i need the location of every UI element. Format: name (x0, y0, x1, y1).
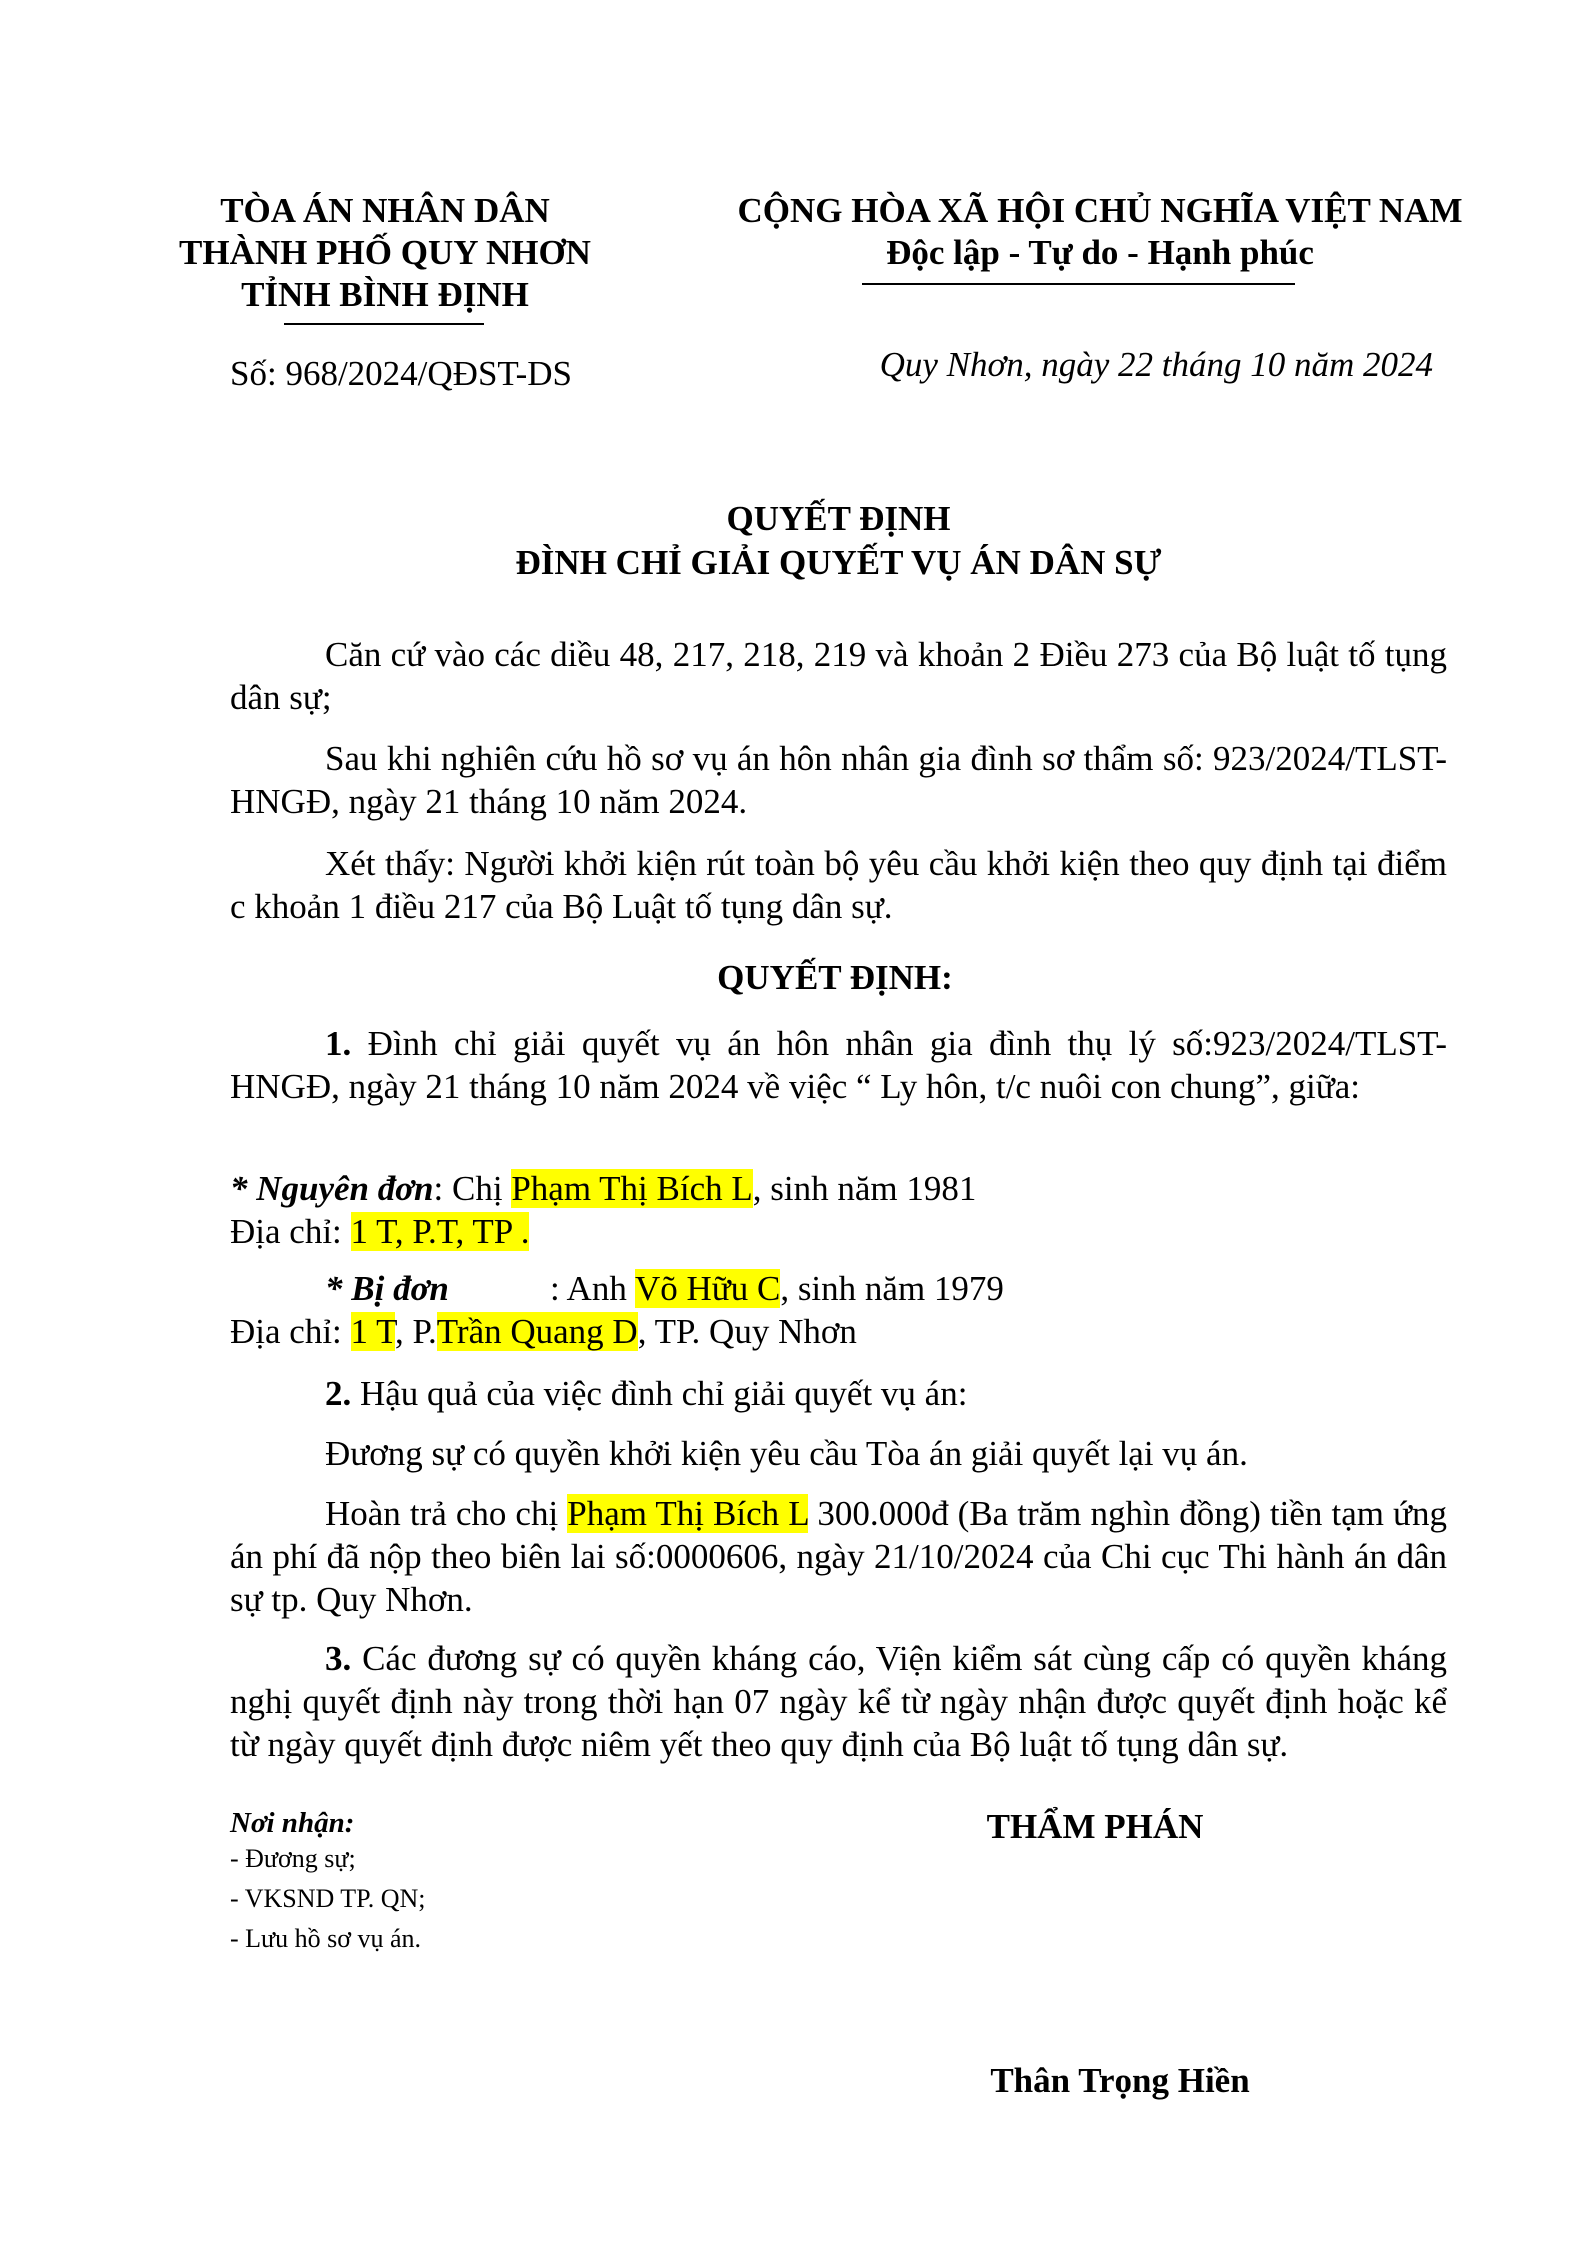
defendant-address-ward: Trần Quang D (436, 1312, 638, 1351)
recipient-item: - Lưu hồ sơ vụ án. (230, 1924, 422, 1953)
plaintiff-address-line (230, 1210, 529, 1253)
item-1-number: 1. (325, 1024, 352, 1063)
plaintiff-birth: , sinh năm 1981 (752, 1169, 977, 1208)
recipient-item: - VKSND TP. QN; (230, 1884, 426, 1913)
plaintiff-address: 1 T, P.T, TP . (350, 1212, 530, 1251)
court-line-1: TÒA ÁN NHÂN DÂN (220, 191, 550, 230)
item-3-paragraph (230, 1637, 1447, 1766)
title-line-1: QUYẾT ĐỊNH (726, 499, 951, 538)
plaintiff-address-label: Địa chỉ: (230, 1212, 351, 1251)
motto: Độc lập - Tự do - Hạnh phúc (886, 233, 1314, 272)
motto-underline (862, 283, 1295, 285)
item-3-number: 3. (325, 1639, 352, 1678)
defendant-label: * Bị đơn (325, 1269, 449, 1308)
refund-text: 300.000đ (Ba trăm nghìn đồng) tiền tạm ứng án phí đã nộp theo biên lai số:0000606, ngày 21/10/2024 của Chi cục Thi hành án dân sự tp. Quy Nhơn. (230, 1494, 1447, 1619)
item-1-paragraph (230, 1022, 1447, 1108)
case-review-paragraph: Sau khi nghiên cứu hồ sơ vụ án hôn nhân gia đình sơ thẩm số: 923/2024/TLST-HNGĐ, ngày 21 tháng 10 năm 2024. (230, 739, 1447, 821)
defendant-birth: , sinh năm 1979 (780, 1269, 1004, 1308)
refund-paragraph (230, 1492, 1447, 1621)
defendant-prefix: : Anh (550, 1269, 635, 1308)
defendant-address-street: 1 T (350, 1312, 395, 1351)
defendant-address-sep: , P. (394, 1312, 437, 1351)
court-name (160, 190, 610, 316)
document-number: Số: 968/2024/QĐST-DS (230, 354, 572, 393)
signer-title: THẨM PHÁN (986, 1807, 1204, 1846)
recipients-list (230, 1843, 426, 1963)
item-1-text: Đình chỉ giải quyết vụ án hôn nhân gia đình thụ lý số:923/2024/TLST-HNGĐ, ngày 21 tháng 10 năm 2024 về việc “ Ly hôn, t/c nuôi con chung”, giữa: (230, 1024, 1447, 1106)
refund-prefix: Hoàn trả cho chị (325, 1494, 568, 1533)
court-underline (284, 323, 484, 325)
decision-heading: QUYẾT ĐỊNH: (717, 958, 953, 997)
court-line-2: THÀNH PHỐ QUY NHƠN (179, 233, 591, 272)
item-2-right-to-sue: Đương sự có quyền khởi kiện yêu cầu Tòa án giải quyết lại vụ án. (325, 1434, 1248, 1473)
plaintiff-line (230, 1167, 976, 1210)
country-name: CỘNG HÒA XÃ HỘI CHỦ NGHĨA VIỆT NAM (737, 191, 1463, 230)
recipient-item: - Đương sự; (230, 1844, 356, 1873)
signer-name: Thân Trọng Hiền (990, 2061, 1250, 2100)
plaintiff-prefix: : Chị (433, 1169, 512, 1208)
item-2-heading (325, 1372, 967, 1415)
document-title (230, 497, 1447, 585)
recipients-label: Nơi nhận: (230, 1807, 355, 1839)
defendant-address-line (230, 1310, 857, 1353)
plaintiff-label: * Nguyên đơn (230, 1169, 434, 1208)
item-2-text: Hậu quả của việc đình chỉ giải quyết vụ án: (351, 1374, 968, 1413)
plaintiff-name: Phạm Thị Bích L (511, 1169, 753, 1208)
defendant-address-label: Địa chỉ: (230, 1312, 351, 1351)
issue-date: Quy Nhơn, ngày 22 tháng 10 năm 2024 (879, 345, 1433, 384)
defendant-line (325, 1267, 1004, 1310)
court-line-3: TỈNH BÌNH ĐỊNH (241, 275, 529, 314)
refund-name: Phạm Thị Bích L (567, 1494, 809, 1533)
title-line-2: ĐÌNH CHỈ GIẢI QUYẾT VỤ ÁN DÂN SỰ (515, 543, 1162, 582)
defendant-name: Võ Hữu C (634, 1269, 781, 1308)
item-3-text: Các đương sự có quyền kháng cáo, Viện kiểm sát cùng cấp có quyền kháng nghị quyết định này trong thời hạn 07 ngày kể từ ngày nhận được quyết định hoặc kể từ ngày quyết định được niêm yết theo quy định của Bộ luật tố tụng dân sự. (230, 1639, 1447, 1764)
defendant-address-city: , TP. Quy Nhơn (637, 1312, 857, 1351)
finding-paragraph: Xét thấy: Người khởi kiện rút toàn bộ yêu cầu khởi kiện theo quy định tại điểm c khoản 1 điều 217 của Bộ Luật tố tụng dân sự. (230, 844, 1447, 926)
item-2-number: 2. (325, 1374, 352, 1413)
national-motto (700, 190, 1500, 274)
legal-basis-paragraph: Căn cứ vào các diều 48, 217, 218, 219 và khoản 2 Điều 273 của Bộ luật tố tụng dân sự; (230, 635, 1447, 717)
